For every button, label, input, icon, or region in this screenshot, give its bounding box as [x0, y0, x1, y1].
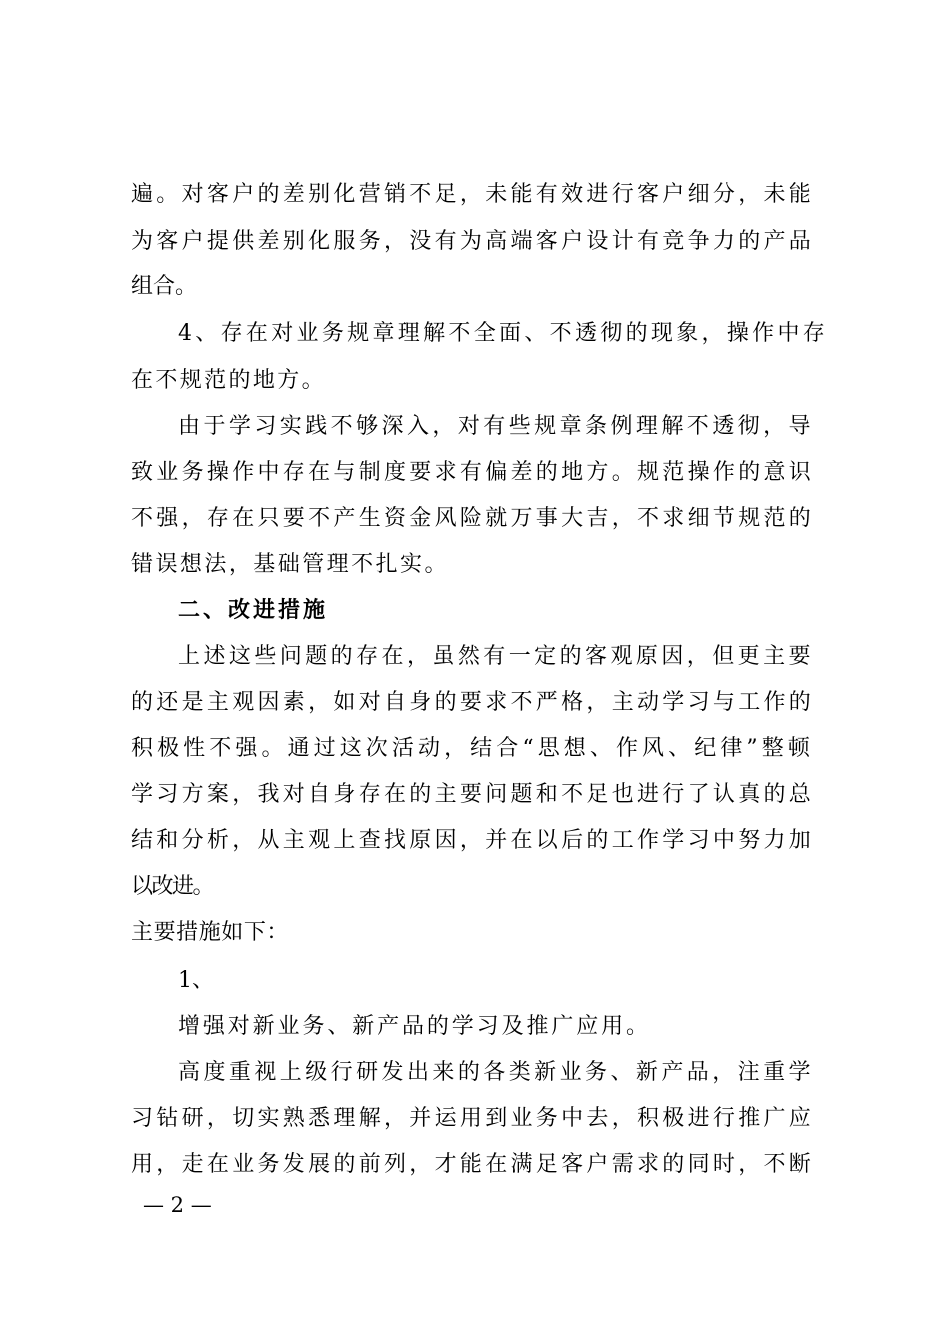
text-line — [0, 778, 950, 812]
text-line — [0, 1102, 950, 1136]
body-text: 的还是主观因素，如对自身的要求不严格，主动学习与工作的 — [131, 690, 815, 715]
body-text: 遍。对客户的差别化营销不足，未能有效进行客户细分，未能 — [131, 182, 815, 207]
text-line — [0, 732, 950, 766]
text-line — [0, 364, 950, 398]
body-text: 增强对新业务、新产品的学习及推广应用。 — [178, 1014, 651, 1039]
text-line — [0, 916, 950, 950]
text-line — [0, 270, 950, 304]
text-line — [0, 824, 950, 858]
body-text: 不强，存在只要不产生资金风险就万事大吉，不求细节规范的 — [131, 506, 815, 531]
body-text: 1、 — [178, 968, 214, 993]
text-line — [0, 548, 950, 582]
body-text: 4、存在对业务规章理解不全面、不透彻的现象，操作中存 — [178, 321, 829, 346]
text-line — [0, 1056, 950, 1090]
text-line — [0, 178, 950, 212]
text-line — [0, 456, 950, 490]
text-line — [0, 686, 950, 720]
body-text: 主要措施如下： — [131, 920, 289, 945]
body-text: 错误想法，基础管理不扎实。 — [131, 552, 449, 577]
body-text: 结和分析，从主观上查找原因，并在以后的工作学习中努力加 — [131, 828, 815, 853]
body-text: 习钻研，切实熟悉理解，并运用到业务中去，积极进行推广应 — [131, 1106, 815, 1131]
text-line — [0, 502, 950, 536]
body-text: 高度重视上级行研发出来的各类新业务、新产品，注重学 — [178, 1060, 815, 1085]
text-line — [0, 225, 950, 259]
body-text: 组合。 — [131, 274, 198, 299]
text-line — [0, 317, 950, 351]
body-text: 积极性不强。通过这次活动，结合“思想、作风、纪律”整顿 — [131, 736, 814, 761]
text-line — [0, 1148, 950, 1182]
text-line — [0, 640, 950, 674]
body-text: 为客户提供差别化服务，没有为高端客户设计有竞争力的产品 — [131, 229, 815, 254]
text-line — [0, 1010, 950, 1044]
body-text: 上述这些问题的存在，虽然有一定的客观原因，但更主要 — [178, 644, 815, 669]
body-text: 致业务操作中存在与制度要求有偏差的地方。规范操作的意识 — [131, 460, 815, 485]
text-line — [0, 870, 950, 904]
text-line — [0, 410, 950, 444]
body-text: 在不规范的地方。 — [131, 368, 326, 393]
body-text: 由于学习实践不够深入，对有些规章条例理解不透彻，导 — [178, 414, 815, 439]
page-number: — 2 — — [143, 1193, 212, 1217]
heading-text: 二、改进措施 — [178, 598, 329, 623]
section-heading — [0, 594, 950, 628]
text-line — [0, 964, 950, 998]
body-text: 以改进。 — [131, 874, 214, 899]
body-text: 学习方案，我对自身存在的主要问题和不足也进行了认真的总 — [131, 782, 815, 807]
body-text: 用，走在业务发展的前列，才能在满足客户需求的同时，不断 — [131, 1152, 815, 1177]
